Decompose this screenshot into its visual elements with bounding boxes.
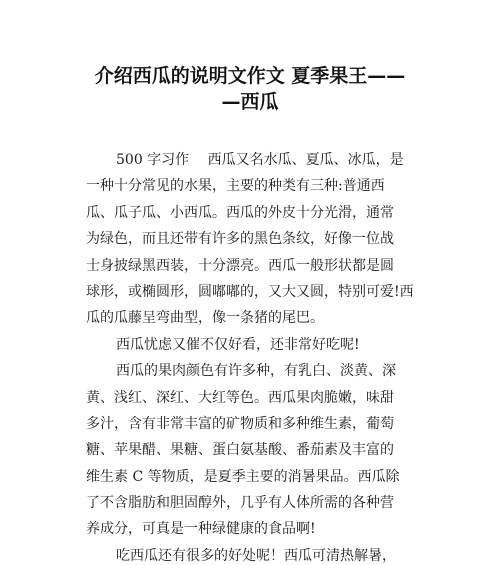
paragraph-line: 西瓜的果肉颜色有许多种，有乳白、淡黄、深 (116, 363, 396, 380)
paragraph-line: 为绿色，而且还带有许多的黑色条纹，好像一位战 (86, 231, 394, 248)
paragraph-line: 多汁，含有非常丰富的矿物质和多种维生素，葡萄 (86, 415, 394, 432)
paragraph-line: 了不含脂肪和胆固醇外，几乎有人体所需的各种营 (86, 495, 394, 512)
paragraph-line: 500 字习作 西瓜又名水瓜、夏瓜、冰瓜，是 (116, 152, 404, 168)
paragraph-line: 士身披绿黑西装，十分漂亮。西瓜一般形状都是圆 (86, 257, 394, 274)
paragraph-line: 黄、浅红、深红、大红等色。西瓜果肉脆嫩，味甜 (86, 389, 394, 406)
paragraph-line: 一种十分常见的水果，主要的种类有三种:普通西 (86, 178, 385, 195)
paragraph-line: 西瓜忧虑又催不仅好看，还非常好吃呢! (116, 336, 360, 353)
paragraph-line: 瓜、瓜子瓜、小西瓜。西瓜的外皮十分光滑，通常 (86, 204, 394, 221)
paragraph-line: 糖、苹果醋、果糖、蛋白氨基酸、番茄素及丰富的 (86, 442, 394, 459)
article-body (86, 147, 426, 565)
paragraph-line: 吃西瓜还有很多的好处呢！西瓜可清热解暑， (116, 547, 396, 564)
document-title-line-1: 介绍西瓜的说明文作文 夏季果王—— (94, 65, 406, 87)
paragraph-line: 养成分，可真是一种绿健康的食品啊! (86, 521, 316, 538)
paragraph-line: 瓜的瓜藤呈弯曲型，像一条猪的尾巴。 (86, 310, 324, 327)
paragraph-line: 维生素 C 等物质，是夏季主要的消暑果品。西瓜除 (86, 468, 400, 485)
paragraph-line: 球形，或椭圆形，圆嘟嘟的，又大又圆，特别可爱!西 (86, 283, 414, 300)
document-title-line-2: —西瓜 (221, 91, 279, 113)
